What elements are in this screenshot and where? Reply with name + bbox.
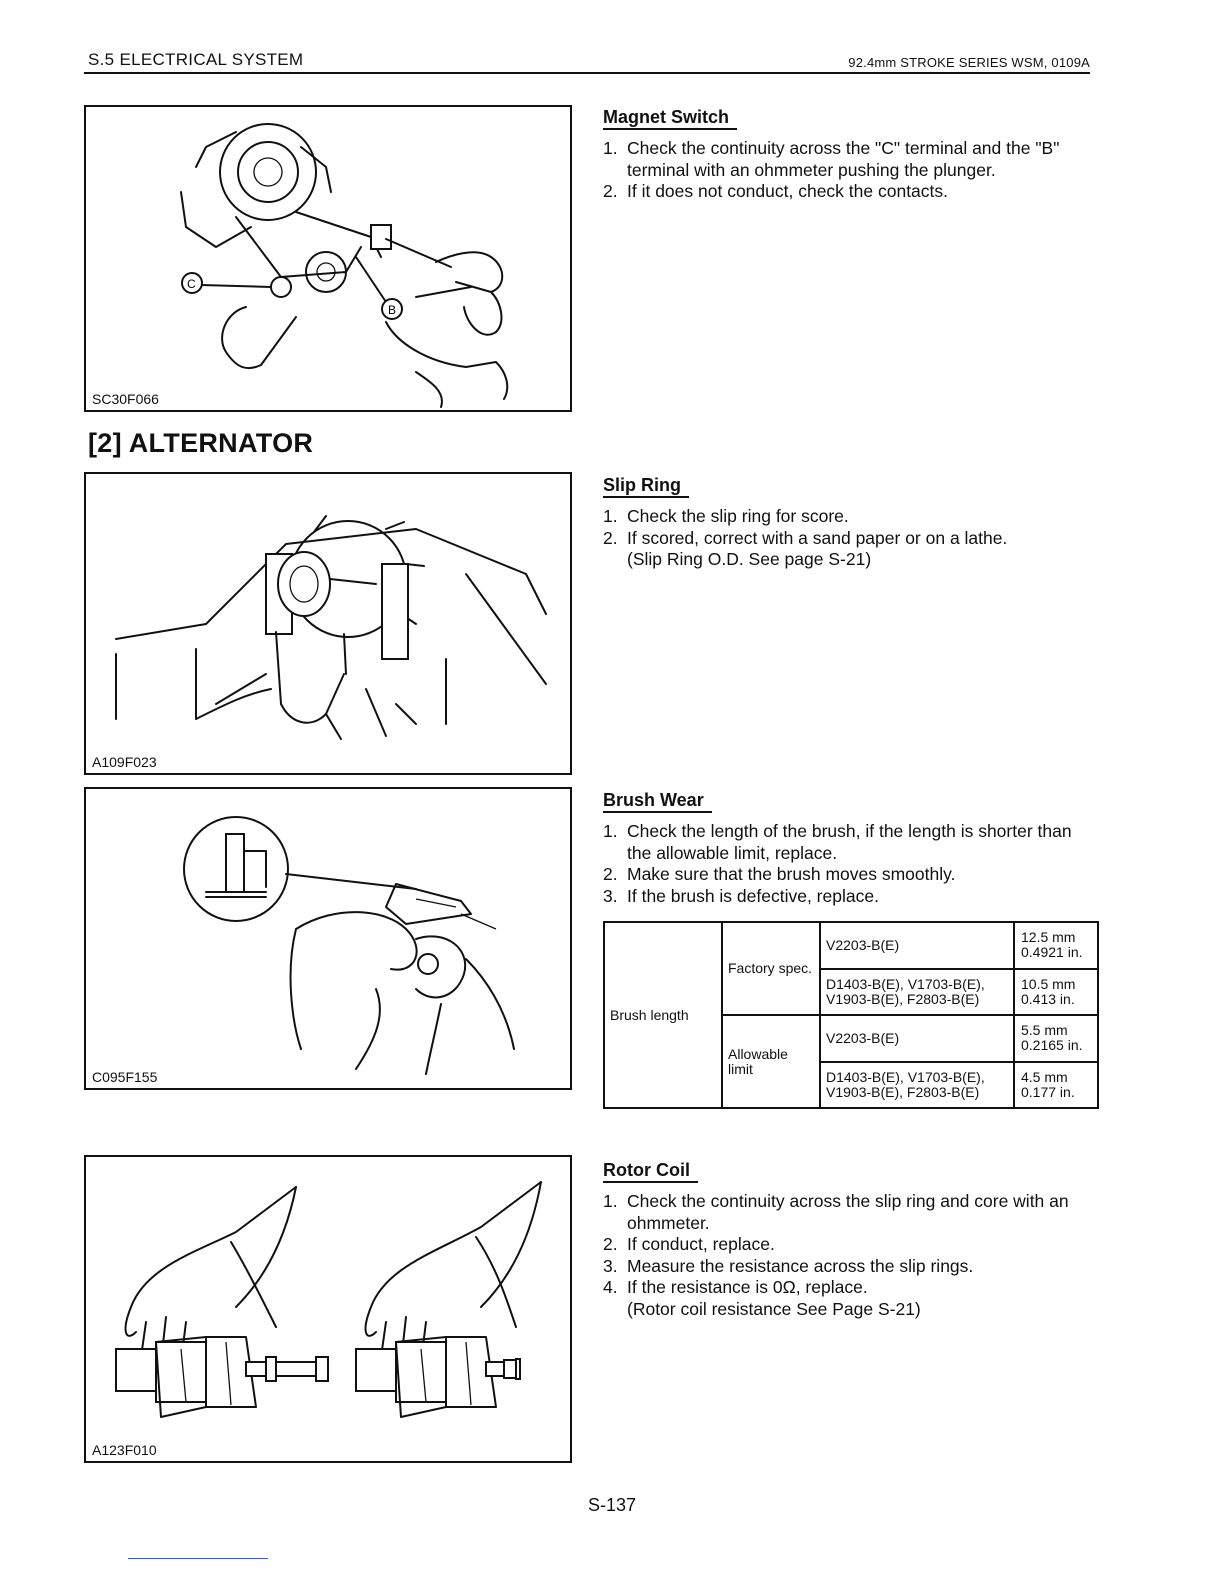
magnet-switch-section (603, 106, 1098, 203)
value-mm: 4.5 mm (1021, 1068, 1068, 1085)
list-item (603, 181, 1098, 203)
footer-line (128, 1558, 268, 1559)
list-item (603, 1256, 1098, 1278)
list-item (603, 821, 1098, 864)
model-cell: D1403-B(E), V1703-B(E), V1903-B(E), F2803-B(E) (820, 969, 1014, 1016)
step-text: If it does not conduct, check the contacts. (627, 181, 949, 201)
step-number: 3. (603, 885, 618, 906)
table-row (604, 922, 1098, 969)
rotor-coil-illustration (86, 1157, 570, 1461)
step-number: 1. (603, 821, 618, 841)
allowable-limit-cell: Allowable limit (722, 1015, 820, 1108)
rotor-coil-note: (Rotor coil resistance See Page S-21) (627, 1298, 921, 1319)
value-in: 0.177 in. (1021, 1083, 1075, 1100)
value-mm: 5.5 mm (1021, 1022, 1068, 1039)
brush-length-table (603, 921, 1099, 1109)
step-text: If the brush is defective, replace. (627, 885, 879, 906)
list-item (603, 1191, 1098, 1234)
step-text: Check the length of the brush, if the length is shorter than the allowable limit, replace. (627, 821, 1072, 863)
step-number: 2. (603, 527, 618, 548)
step-number: 1. (603, 1191, 618, 1211)
rotor-coil-title: Rotor Coil (603, 1159, 698, 1183)
header-section-title: S.5 ELECTRICAL SYSTEM (88, 50, 304, 69)
value-cell (1014, 1062, 1098, 1109)
section-heading: [2] ALTERNATOR (88, 428, 314, 458)
step-number: 2. (603, 1234, 618, 1254)
brush-wear-figure (84, 787, 572, 1090)
header-rule (84, 72, 1090, 74)
magnet-switch-figure (84, 105, 572, 412)
step-text: If conduct, replace. (627, 1234, 775, 1254)
step-text: Measure the resistance across the slip rings. (627, 1255, 974, 1276)
slip-ring-note: (Slip Ring O.D. See page S-21) (627, 549, 872, 569)
value-cell (1014, 969, 1098, 1016)
value-cell (1014, 922, 1098, 969)
slip-ring-section (603, 474, 1098, 571)
step-number: 4. (603, 1277, 618, 1297)
step-text: Check the slip ring for score. (627, 506, 849, 526)
table-item-cell: Brush length (604, 922, 722, 1108)
value-mm: 10.5 mm (1021, 975, 1076, 992)
figure-code: A109F023 (92, 754, 157, 770)
step-text: If the resistance is 0Ω, replace. (627, 1277, 868, 1297)
step-text: Check the continuity across the "C" terminal and the "B" terminal with an ohmmeter pushing the plunger. (627, 138, 1060, 180)
list-item (603, 528, 1098, 550)
rotor-coil-section (603, 1159, 1098, 1320)
slip-ring-figure (84, 472, 572, 775)
rotor-left-illustration (116, 1187, 328, 1417)
value-mm: 12.5 mm (1021, 929, 1076, 946)
model-cell: D1403-B(E), V1703-B(E), V1903-B(E), F2803-B(E) (820, 1062, 1014, 1109)
model-cell: V2203-B(E) (820, 922, 1014, 969)
list-item (603, 1234, 1098, 1256)
value-in: 0.2165 in. (1021, 1037, 1083, 1054)
value-in: 0.413 in. (1021, 990, 1075, 1007)
step-number: 2. (603, 181, 618, 201)
brush-wear-section (603, 789, 1098, 907)
figure-code: C095F155 (92, 1069, 158, 1085)
step-number: 1. (603, 506, 618, 526)
step-text: Check the continuity across the slip ring and core with an ohmmeter. (627, 1191, 1069, 1233)
terminal-b-label: B (388, 303, 397, 317)
step-text: Make sure that the brush moves smoothly. (627, 864, 956, 884)
step-number: 3. (603, 1255, 618, 1276)
brush-wear-title: Brush Wear (603, 789, 712, 813)
value-in: 0.4921 in. (1021, 944, 1083, 961)
model-cell: V2203-B(E) (820, 1015, 1014, 1062)
figure-code: SC30F066 (92, 391, 159, 407)
list-item (603, 138, 1098, 181)
list-item (603, 864, 1098, 886)
list-item (603, 886, 1098, 908)
slip-ring-title: Slip Ring (603, 474, 689, 498)
value-cell (1014, 1015, 1098, 1062)
magnet-switch-illustration (86, 107, 570, 410)
brush-wear-illustration (86, 789, 570, 1088)
step-text: If scored, correct with a sand paper or on a lathe. (627, 527, 1008, 548)
terminal-c-label: C (187, 277, 196, 291)
figure-code: A123F010 (92, 1442, 157, 1458)
factory-spec-cell: Factory spec. (722, 922, 820, 1015)
step-number: 2. (603, 864, 618, 884)
page-number: S-137 (587, 1495, 637, 1515)
step-number: 1. (603, 138, 618, 158)
slip-ring-illustration (86, 474, 570, 773)
header-series: 92.4mm STROKE SERIES WSM, 0109A (848, 55, 1090, 70)
list-item (603, 506, 1098, 528)
magnet-switch-title: Magnet Switch (603, 106, 737, 130)
rotor-right-illustration (356, 1182, 541, 1417)
list-item (603, 1277, 1098, 1299)
rotor-coil-figure (84, 1155, 572, 1463)
